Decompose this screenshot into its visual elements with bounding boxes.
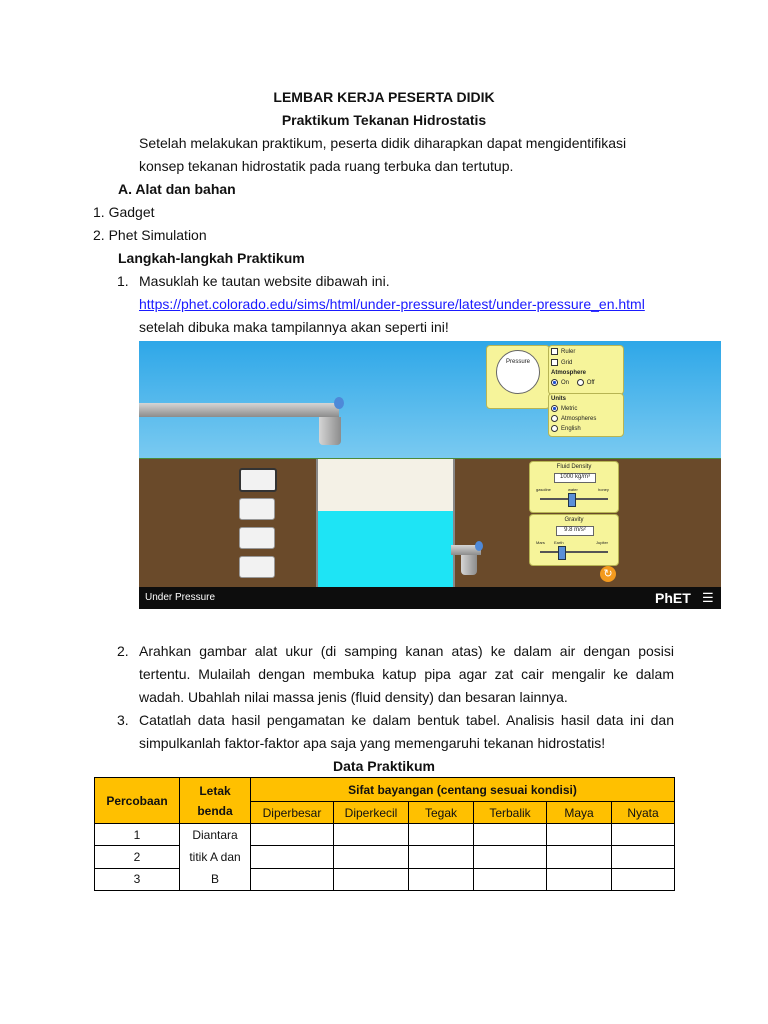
subheader-diperkecil: Diperkecil <box>334 802 409 824</box>
step2-line-2: tertentu. Mulailah dengan membuka katup pipa agar zat cair mengalir ke dalam <box>139 666 674 682</box>
scene-button-2[interactable] <box>239 498 275 520</box>
tool-item-1: 1. Gadget <box>93 204 155 220</box>
section-a-heading: A. Alat dan bahan <box>118 181 236 197</box>
atmospheres-label: Atmospheres <box>561 416 597 423</box>
ruler-option[interactable] <box>551 348 621 356</box>
units-metric-radio[interactable] <box>551 405 621 413</box>
top-valve-icon[interactable] <box>334 397 344 409</box>
off-label: Off <box>586 380 595 387</box>
gravity-tick-jupiter: Jupiter <box>596 540 609 545</box>
document-subtitle: Praktikum Tekanan Hidrostatis <box>281 112 487 128</box>
table-cell[interactable] <box>409 824 474 846</box>
data-table <box>94 777 675 891</box>
pressure-label: Pressure <box>505 359 530 365</box>
bottom-valve-icon[interactable] <box>475 541 483 551</box>
menu-icon[interactable]: ☰ <box>702 590 714 605</box>
header-letak-benda: Letak benda <box>180 778 251 824</box>
fluid-density-label: Fluid Density <box>556 464 592 470</box>
atmosphere-off-radio[interactable] <box>577 380 595 386</box>
simulation-screenshot <box>139 341 721 609</box>
fluid-density-panel <box>529 461 619 513</box>
units-label: Units <box>551 396 566 402</box>
table-cell[interactable] <box>474 868 547 890</box>
gravity-tick-mars: Mars <box>536 540 545 545</box>
pressure-gauge-panel[interactable] <box>486 345 550 409</box>
units-atmospheres-radio[interactable] <box>551 415 621 423</box>
step3-line-2: simpulkanlah faktor-faktor apa saja yang memengaruhi tekanan hidrostatis! <box>139 735 606 751</box>
subheader-terbalik: Terbalik <box>474 802 547 824</box>
phet-logo: PhET <box>655 590 691 606</box>
gravity-tick-earth: Earth <box>554 540 564 545</box>
metric-label: Metric <box>561 406 578 413</box>
atmosphere-label: Atmosphere <box>551 370 587 377</box>
gravity-slider-track[interactable] <box>540 551 608 553</box>
subheader-diperbesar: Diperbesar <box>251 802 334 824</box>
row-2-number: 2 <box>95 846 180 868</box>
table-cell[interactable] <box>547 846 612 868</box>
table-cell[interactable] <box>334 824 409 846</box>
scene-button-3[interactable] <box>239 527 275 549</box>
step3-line-1: Catatlah data hasil pengamatan ke dalam bentuk tabel. Analisis hasil data ini dan <box>139 712 674 728</box>
table-cell[interactable] <box>474 846 547 868</box>
table-cell[interactable] <box>612 868 675 890</box>
letak-benda-value: Diantara titik A dan B <box>180 824 251 891</box>
top-pipe <box>139 403 339 417</box>
sim-footer-bar <box>139 587 721 609</box>
step3-number: 3. <box>117 712 129 728</box>
fluid-tick-water: water <box>568 487 578 492</box>
fluid-density-slider-thumb[interactable] <box>568 493 576 507</box>
units-panel <box>548 393 624 437</box>
pool-water <box>318 511 453 587</box>
header-percobaan: Percobaan <box>95 778 180 824</box>
scene-button-1[interactable] <box>239 468 277 492</box>
step1-text: Masuklah ke tautan website dibawah ini. <box>139 273 390 289</box>
gravity-slider-thumb[interactable] <box>558 546 566 560</box>
bottom-faucet-spout <box>461 555 477 575</box>
gravity-value: 9.8 m/s² <box>556 526 594 536</box>
on-label: On <box>561 380 570 387</box>
sim-footer-title: Under Pressure <box>145 592 216 603</box>
subheader-tegak: Tegak <box>409 802 474 824</box>
gravity-panel <box>529 514 619 566</box>
table-cell[interactable] <box>334 868 409 890</box>
phet-link[interactable]: https://phet.colorado.edu/sims/html/under-pressure/latest/under-pressure_en.html <box>139 296 645 312</box>
fluid-density-value: 1000 kg/m³ <box>554 473 596 483</box>
ruler-label: Ruler <box>561 349 576 356</box>
fluid-tick-gasoline: gasoline <box>536 487 551 492</box>
table-cell[interactable] <box>251 846 334 868</box>
table-cell[interactable] <box>547 868 612 890</box>
steps-heading: Langkah-langkah Praktikum <box>118 250 305 266</box>
table-cell[interactable] <box>474 824 547 846</box>
step1-number: 1. <box>117 273 129 289</box>
english-label: English <box>561 426 581 433</box>
grid-label: Grid <box>561 360 573 367</box>
scene-button-4[interactable] <box>239 556 275 578</box>
table-cell[interactable] <box>612 824 675 846</box>
pressure-gauge-dial <box>496 350 540 394</box>
pool-container <box>316 459 455 587</box>
table-cell[interactable] <box>612 846 675 868</box>
fluid-tick-honey: honey <box>598 487 609 492</box>
step1-after-text: setelah dibuka maka tampilannya akan seperti ini! <box>139 319 449 335</box>
step2-number: 2. <box>117 643 129 659</box>
step2-line-1: Arahkan gambar alat ukur (di samping kanan atas) ke dalam air dengan posisi <box>139 643 674 659</box>
table-cell[interactable] <box>251 868 334 890</box>
reset-icon[interactable]: ↻ <box>600 566 616 582</box>
tool-item-2: 2. Phet Simulation <box>93 227 207 243</box>
intro-line-1: Setelah melakukan praktikum, peserta didik diharapkan dapat mengidentifikasi <box>139 135 627 151</box>
subheader-maya: Maya <box>547 802 612 824</box>
document-title: LEMBAR KERJA PESERTA DIDIK <box>273 89 495 105</box>
gravity-label: Gravity <box>564 517 584 523</box>
atmosphere-on-radio[interactable] <box>551 380 569 386</box>
row-1-number: 1 <box>95 824 180 846</box>
row-3-number: 3 <box>95 868 180 890</box>
table-title: Data Praktikum <box>333 758 435 774</box>
table-cell[interactable] <box>409 846 474 868</box>
table-cell[interactable] <box>547 824 612 846</box>
header-sifat-bayangan: Sifat bayangan (centang sesuai kondisi) <box>251 778 675 802</box>
units-english-radio[interactable] <box>551 425 621 433</box>
subheader-nyata: Nyata <box>612 802 675 824</box>
table-cell[interactable] <box>251 824 334 846</box>
step2-line-3: wadah. Ubahlah nilai massa jenis (fluid density) dan besaran lainnya. <box>139 689 568 705</box>
table-cell[interactable] <box>409 868 474 890</box>
grid-option[interactable] <box>551 359 621 367</box>
top-faucet-spout <box>319 417 341 445</box>
intro-line-2: konsep tekanan hidrostatik pada ruang terbuka dan tertutup. <box>139 158 514 174</box>
table-cell[interactable] <box>334 846 409 868</box>
options-panel <box>548 345 624 395</box>
